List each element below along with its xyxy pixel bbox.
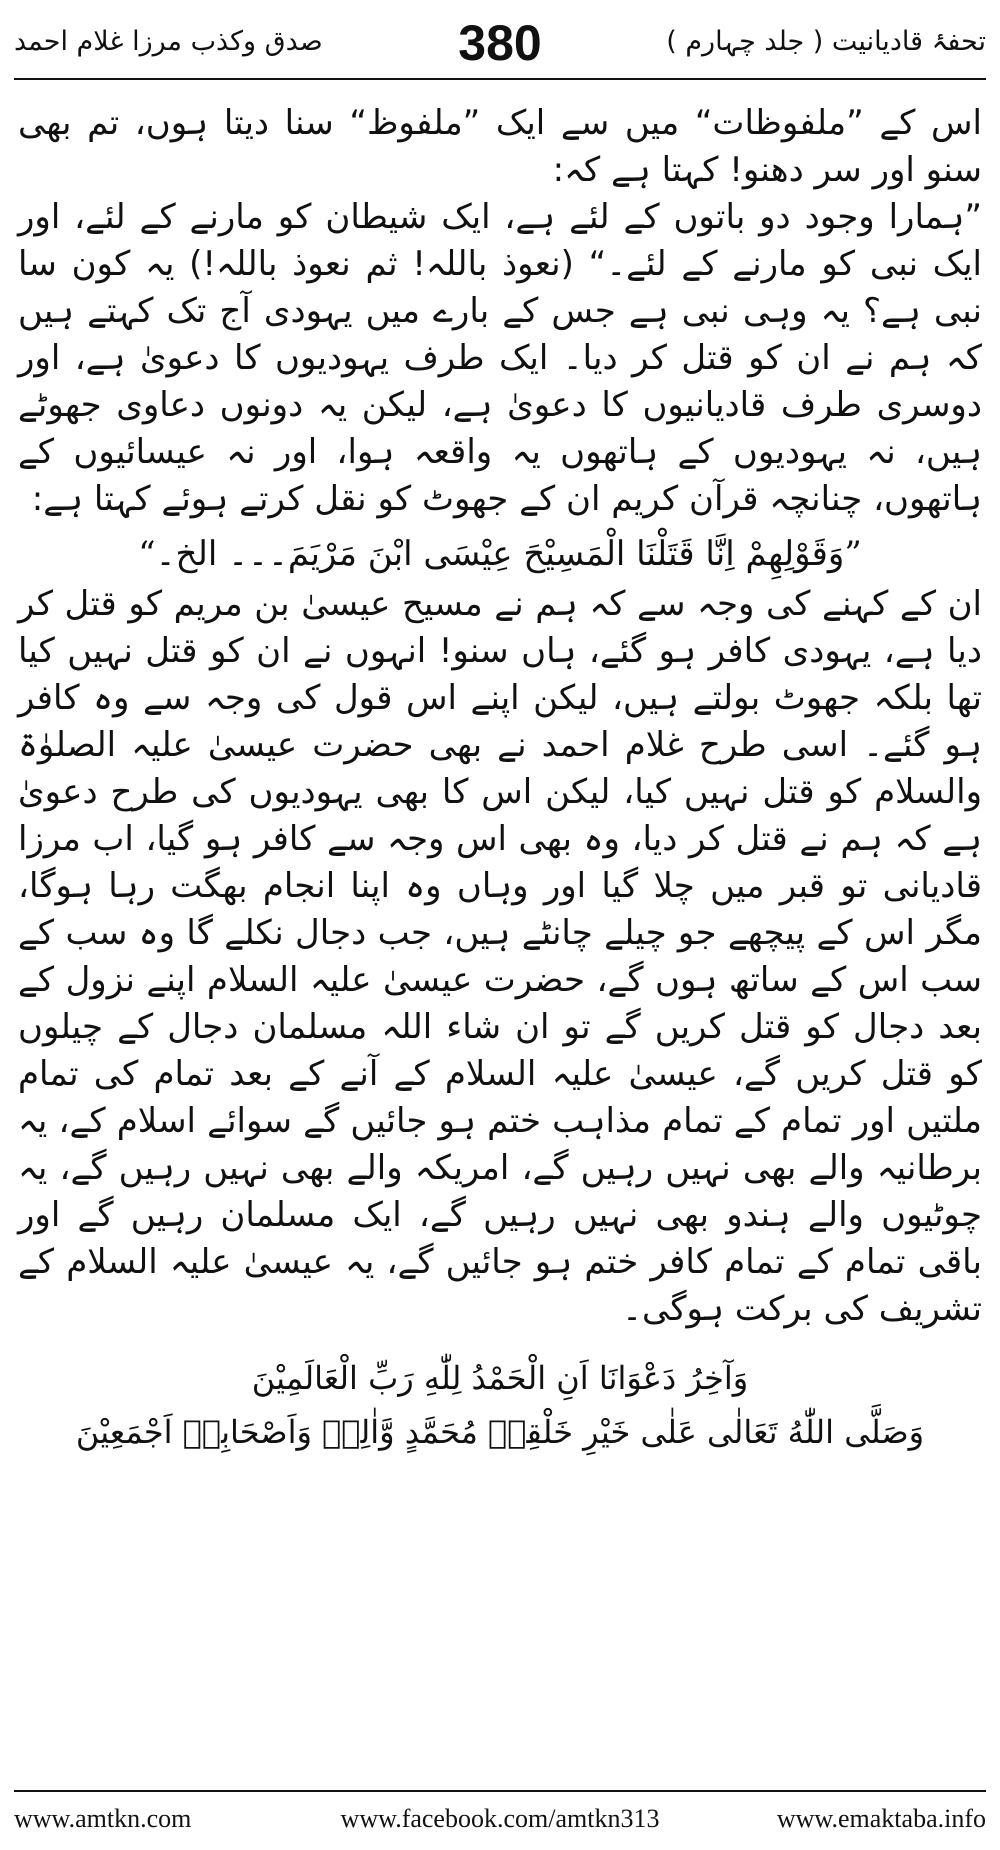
chapter-title: صدق وکذب مرزا غلام احمد (14, 26, 323, 57)
footer-link-facebook[interactable]: www.facebook.com/amtkn313 (340, 1804, 660, 1833)
commentary-paragraph: ان کے کہنے کی وجہ سے کہ ہم نے مسیح عیسیٰ بن مریم کو قتل کر دیا ہے، یہودی کافر ہو گئے، ہاں سنو! انہوں نے ان کو قتل نہیں کیا تھا بلکہ جھوٹ بولتے ہیں، لیکن اپنے اس قول کی وجہ سے وہ کافر ہو گئے۔ اسی طرح غلام احمد نے بھی حضرت عیسیٰ علیہ الصلوٰۃ والسلام کو قتل نہیں کیا، لیکن اس کا بھی یہودیوں کی طرح دعویٰ ہے کہ ہم نے قتل کر دیا، وہ بھی اس وجہ سے کافر ہو گیا، اب مرزا قادیانی تو قبر میں چلا گیا اور وہاں وہ اپنا انجام بھگت رہا ہوگا، مگر اس کے پیچھے جو چیلے چانٹے ہیں، جب دجال نکلے گا وہ سب کے سب اس کے ساتھ ہوں گے، حضرت عیسیٰ علیہ السلام اپنے نزول کے بعد دجال کو قتل کریں گے تو ان شاء اللہ مسلمان دجال کے چیلوں کو قتل کریں گے، عیسیٰ علیہ السلام کے آنے کے بعد تمام کی تمام ملتیں اور تمام کے تمام مذاہب ختم ہو جائیں گے سوائے اسلام کے، یہ برطانیہ والے بھی نہیں رہیں گے، امریکہ والے بھی نہیں رہیں گے، یہ چوٹیوں والے ہندو بھی نہیں رہیں گے، ایک مسلمان رہیں گے اور باقی تمام کے تمام کافر ختم ہو جائیں گے، یہ عیسیٰ علیہ السلام کے تشریف کی برکت ہوگی۔ (18, 584, 982, 1329)
page-body (18, 92, 982, 1742)
closing-dua (18, 1351, 982, 1459)
intro-paragraph: اس کے ”ملفوظات“ میں سے ایک ”ملفوظ“ سنا دیتا ہوں، تم بھی سنو اور سر دھنو! کہتا ہے کہ: (18, 103, 982, 190)
dua-line-2: وَصَلَّى اللّٰهُ تَعَالٰى عَلٰى خَيْرِ خَلْقِهٖ مُحَمَّدٍ وَّاٰلِهٖ وَاَصْحَابِهٖ اَجْمَعِيْنَ (75, 1413, 925, 1451)
page-number: 380 (458, 15, 542, 71)
footer-link-emaktaba[interactable]: www.emaktaba.info (776, 1804, 986, 1833)
malfuz-paragraph: ”ہمارا وجود دو باتوں کے لئے ہے، ایک شیطان کو مارنے کے لئے، اور ایک نبی کو مارنے کے لئے۔“ (نعوذ باللہ! ثم نعوذ باللہ!) یہ کون سا نبی ہے؟ یہ وہی نبی ہے جس کے بارے میں یہودی آج تک کہتے ہیں کہ ہم نے ان کو قتل کر دیا۔ ایک طرف یہودیوں کا دعویٰ ہے، اور دوسری طرف قادیانیوں کا دعویٰ ہے، لیکن یہ دونوں دعاوی جھوٹے ہیں، نہ یہودیوں کے ہاتھوں یہ واقعہ ہوا، اور نہ عیسائیوں کے ہاتھوں، چنانچہ قرآن کریم ان کے جھوٹ کو نقل کرتے ہوئے کہتا ہے: (18, 197, 983, 519)
header-divider (14, 78, 986, 80)
page-footer (14, 1798, 986, 1842)
footer-divider (14, 1790, 986, 1792)
page-header (14, 8, 986, 78)
quran-quote: ”وَقَوْلِهِمْ اِنَّا قَتَلْنَا الْمَسِيْحَ عِيْسَى ابْنَ مَرْيَمَ۔۔۔ الخ۔“ (138, 534, 862, 574)
book-title: تحفۂ قادیانیت ( جلد چہارم ) (666, 26, 986, 57)
dua-line-1: وَآخِرُ دَعْوَانَا اَنِ الْحَمْدُ لِلّٰهِ رَبِّ الْعَالَمِيْنَ (251, 1359, 749, 1397)
footer-link-amtkn[interactable]: www.amtkn.com (14, 1804, 192, 1833)
